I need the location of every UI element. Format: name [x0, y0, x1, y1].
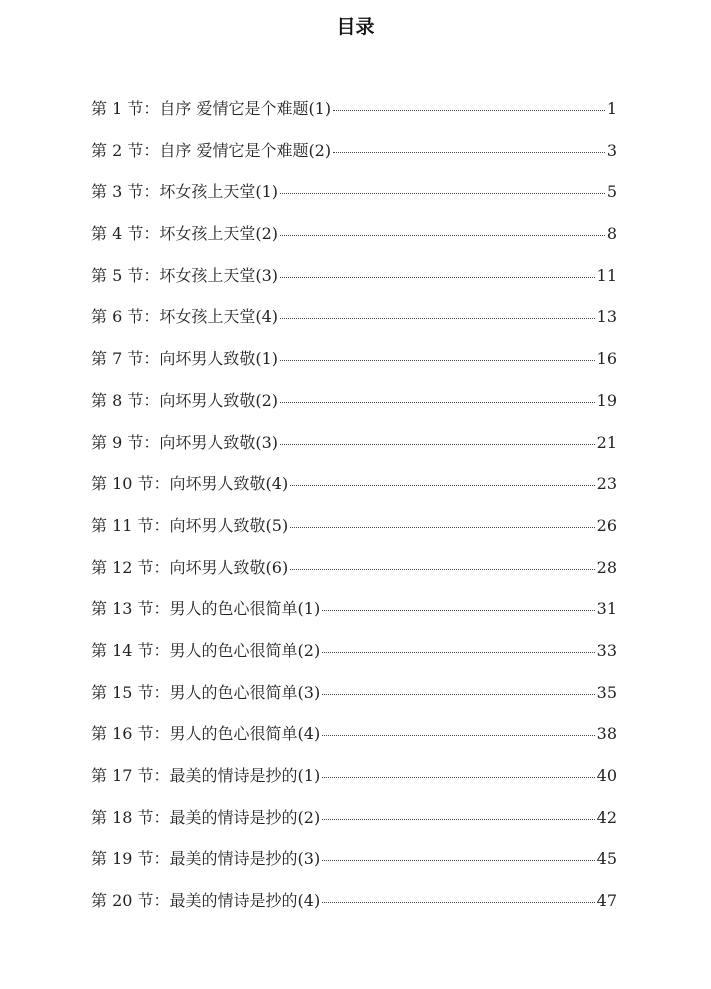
toc-entry-label: 第 10 节：向坏男人致敬(4)	[91, 474, 289, 494]
toc-entry-page: 11	[596, 265, 617, 285]
toc-entry-20[interactable]	[91, 888, 617, 930]
toc-entry-page: 1	[606, 99, 617, 118]
toc-entry-page: 13	[596, 307, 617, 327]
toc-entry-page: 47	[596, 891, 617, 911]
dot-leader	[280, 193, 605, 194]
toc-entry-label: 第 18 节：最美的情诗是抄的(2)	[91, 807, 321, 827]
toc-entry-16[interactable]	[91, 721, 617, 763]
dot-leader	[280, 402, 595, 403]
toc-entry-2[interactable]	[91, 138, 617, 180]
toc-entry-label: 第 8 节：向坏男人致敬(2)	[91, 390, 279, 410]
toc-entry-page: 23	[596, 474, 617, 494]
toc-entry-page: 45	[596, 849, 617, 869]
dot-leader	[280, 444, 595, 445]
toc-entry-1[interactable]	[91, 96, 617, 138]
toc-entry-label: 第 1 节：自序 爱情它是个难题(1)	[91, 99, 332, 118]
toc-entry-19[interactable]	[91, 846, 617, 888]
dot-leader	[322, 902, 594, 903]
dot-leader	[290, 485, 594, 486]
toc-entry-page: 3	[606, 140, 617, 160]
toc-entry-label: 第 13 节：男人的色心很简单(1)	[91, 599, 321, 619]
toc-entry-page: 35	[596, 682, 617, 702]
toc-entry-label: 第 12 节：向坏男人致敬(6)	[91, 557, 289, 577]
toc-entry-10[interactable]	[91, 471, 617, 513]
dot-leader	[322, 735, 594, 736]
toc-entry-label: 第 4 节：坏女孩上天堂(2)	[91, 224, 279, 244]
toc-entry-page: 16	[596, 349, 617, 369]
toc-entry-3[interactable]	[91, 179, 617, 221]
dot-leader	[280, 360, 595, 361]
toc-entry-9[interactable]	[91, 430, 617, 472]
toc-entry-14[interactable]	[91, 638, 617, 680]
toc-entry-page: 42	[596, 807, 617, 827]
toc-entry-15[interactable]	[91, 680, 617, 722]
toc-entry-label: 第 11 节：向坏男人致敬(5)	[91, 515, 289, 535]
toc-entry-13[interactable]	[91, 596, 617, 638]
toc-entry-5[interactable]	[91, 263, 617, 305]
toc-entry-label: 第 17 节：最美的情诗是抄的(1)	[91, 766, 321, 785]
page-title: 目录	[336, 16, 375, 38]
dot-leader	[322, 652, 594, 653]
toc-entry-page: 28	[596, 557, 617, 577]
toc-entry-page: 31	[596, 599, 617, 619]
toc-entry-8[interactable]	[91, 388, 617, 430]
toc-entry-17[interactable]	[91, 763, 617, 805]
toc-entry-page: 40	[596, 766, 617, 785]
toc-entry-6[interactable]	[91, 304, 617, 346]
toc-entry-label: 第 2 节：自序 爱情它是个难题(2)	[91, 140, 332, 160]
toc-entry-page: 8	[606, 224, 617, 244]
toc-entry-11[interactable]	[91, 513, 617, 555]
toc-entry-page: 38	[596, 724, 617, 744]
dot-leader	[333, 110, 605, 111]
dot-leader	[322, 777, 594, 778]
dot-leader	[280, 277, 595, 278]
toc-entry-page: 21	[596, 432, 617, 452]
toc-entry-page: 26	[596, 515, 617, 535]
toc-entry-page: 33	[596, 640, 617, 660]
toc-entry-label: 第 6 节：坏女孩上天堂(4)	[91, 307, 279, 327]
toc-list	[91, 96, 617, 930]
toc-entry-label: 第 3 节：坏女孩上天堂(1)	[91, 182, 279, 202]
toc-entry-7[interactable]	[91, 346, 617, 388]
dot-leader	[322, 860, 594, 861]
toc-entry-label: 第 16 节：男人的色心很简单(4)	[91, 724, 321, 744]
toc-entry-12[interactable]	[91, 555, 617, 597]
toc-entry-label: 第 19 节：最美的情诗是抄的(3)	[91, 849, 321, 869]
dot-leader	[290, 569, 594, 570]
dot-leader	[322, 610, 594, 611]
toc-entry-label: 第 7 节：向坏男人致敬(1)	[91, 349, 279, 369]
toc-entry-label: 第 14 节：男人的色心很简单(2)	[91, 640, 321, 660]
dot-leader	[333, 152, 605, 153]
toc-entry-page: 19	[596, 390, 617, 410]
toc-entry-label: 第 5 节：坏女孩上天堂(3)	[91, 265, 279, 285]
dot-leader	[280, 318, 595, 319]
toc-entry-label: 第 9 节：向坏男人致敬(3)	[91, 432, 279, 452]
toc-entry-label: 第 15 节：男人的色心很简单(3)	[91, 682, 321, 702]
toc-entry-18[interactable]	[91, 805, 617, 847]
toc-entry-label: 第 20 节：最美的情诗是抄的(4)	[91, 891, 321, 911]
toc-entry-4[interactable]	[91, 221, 617, 263]
dot-leader	[322, 694, 594, 695]
dot-leader	[280, 235, 605, 236]
dot-leader	[322, 819, 594, 820]
dot-leader	[290, 527, 594, 528]
toc-entry-page: 5	[606, 182, 617, 202]
